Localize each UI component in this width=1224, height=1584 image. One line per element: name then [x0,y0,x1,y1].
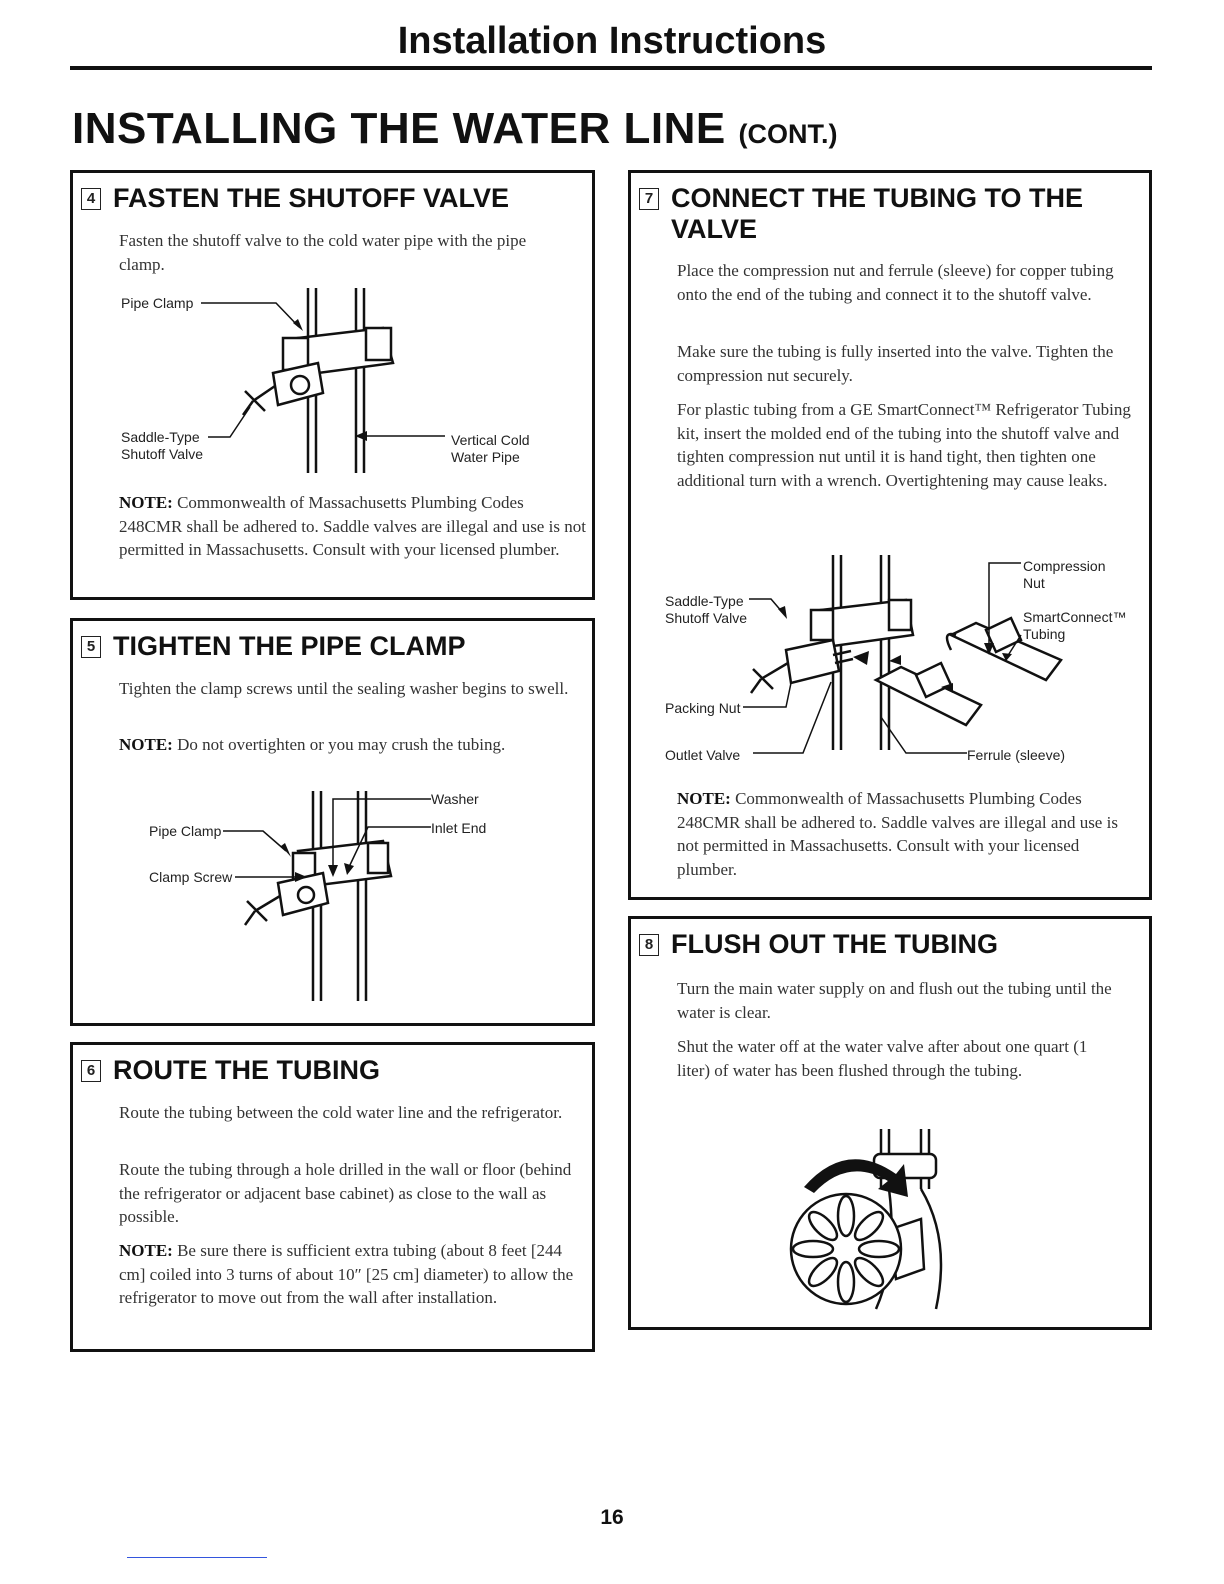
label-clamp-screw: Clamp Screw [149,869,233,885]
leader-pipe-clamp [201,297,311,337]
page-title-cont: (CONT.) [738,119,838,149]
page-number: 16 [600,1506,624,1529]
step-5-note-label: NOTE: [119,735,173,754]
label-inlet-end: Inlet End [431,820,487,836]
step-4-box [70,170,595,600]
label-saddle-valve-1: Saddle-Type [121,429,200,445]
step-6-note [119,1239,575,1310]
step-7-box [628,170,1152,900]
step-8-text-1: Turn the main water supply on and flush out the tubing until the water is clear. [677,979,1112,1022]
step-7-text-3: For plastic tubing from a GE SmartConnect™ Refrigerator Tubing kit, insert the molded end of the tubing into the shutoff valve and tighten compression nut until it is hand tight, then tighten one additional turn with a wrench. Overtightening may cause leaks. [677,400,1131,490]
step-7-title-line-2: VALVE [671,214,758,244]
step-6-heading [81,1055,380,1086]
step-7-title-line-1: CONNECT THE TUBING TO THE [671,183,1084,213]
step-6-text-1: Route the tubing between the cold water line and the refrigerator. [119,1103,563,1122]
step-7-note-text: Commonwealth of Massachusetts Plumbing Codes 248CMR shall be adhered to. Saddle valves are illegal and use is not permitted in Massachusetts. Consult with your licensed plumber. [677,789,1118,879]
step-5-box [70,618,595,1026]
label-ferrule: Ferrule (sleeve) [967,747,1066,763]
header-title: Installation Instructions [397,20,827,62]
step-4-title: FASTEN THE SHUTOFF VALVE [113,183,510,213]
step-8-box [628,916,1152,1330]
step-5-heading [81,631,466,662]
step-6-box [70,1042,595,1352]
page-title [72,104,837,154]
label-vertical-pipe-2: Water Pipe [451,449,520,465]
footer-link-underline [127,1557,267,1558]
step-4-heading [81,183,509,214]
step-8-text-2: Shut the water off at the water valve after about one quart (1 liter) of water has been flushed through the tubing. [677,1037,1088,1080]
label-smartconnect-tubing-2: Tubing [1023,626,1066,642]
step-6-title: ROUTE THE TUBING [113,1055,380,1085]
label-compression-nut-2: Nut [1023,575,1045,591]
label-vertical-pipe-1: Vertical Cold [451,432,530,448]
step-number-7: 7 [639,188,659,210]
label-pipe-clamp-5: Pipe Clamp [149,823,222,839]
step-7-text-2: Make sure the tubing is fully inserted into the valve. Tighten the compression nut securely. [677,342,1114,385]
label-saddle-valve-2: Shutoff Valve [121,446,203,462]
step-number-8: 8 [639,934,659,956]
label-compression-nut-1: Compression [1023,558,1106,574]
label-washer: Washer [431,791,479,807]
step-6-note-label: NOTE: [119,1241,173,1260]
step-7-text-1: Place the compression nut and ferrule (sleeve) for copper tubing onto the end of the tubing and connect it to the shutoff valve. [677,261,1114,304]
label-pipe-clamp: Pipe Clamp [121,295,194,311]
step-5-note [119,733,569,757]
header-rule [70,66,1152,70]
step-5-note-text: Do not overtighten or you may crush the tubing. [172,735,506,754]
leader-vertical-pipe [353,427,453,447]
step-4-note [119,491,589,562]
step-6-text-2: Route the tubing through a hole drilled in the wall or floor (behind the refrigerator or adjacent base cabinet) as close to the wall as possible. [119,1160,572,1226]
label-packing-nut: Packing Nut [665,700,741,716]
step-7-title [671,183,1083,245]
step-5-title: TIGHTEN THE PIPE CLAMP [113,631,466,661]
step-8-title: FLUSH OUT THE TUBING [671,929,998,959]
step-number-4: 4 [81,188,101,210]
leader-saddle-valve [208,403,268,443]
step-4-note-label: NOTE: [119,493,173,512]
label-outlet-valve: Outlet Valve [665,747,741,763]
water-valve-illustration [786,1119,966,1319]
step-5-text: Tighten the clamp screws until the sealing washer begins to swell. [119,679,569,698]
label-smartconnect-tubing-1: SmartConnect™ [1023,609,1127,625]
step-7-note [677,787,1142,881]
label-saddle-valve-7-1: Saddle-Type [665,593,744,609]
leaders-step-5 [223,791,433,891]
step-7-heading [639,183,1083,245]
step-number-5: 5 [81,636,101,658]
step-7-note-label: NOTE: [677,789,731,808]
step-6-note-text: Be sure there is sufficient extra tubing (about 8 feet [244 cm] coiled into 3 turns of about 10″ [25 cm] diameter) to allow the refrigerator to move out from the wall after installation. [119,1241,574,1307]
step-4-note-text: Commonwealth of Massachusetts Plumbing Codes 248CMR shall be adhered to. Saddle valves are illegal and use is not permitted in Massachusetts. Consult with your licensed plumber. [119,493,586,559]
leaders-step-7 [731,557,1031,762]
page-title-main: INSTALLING THE WATER LINE [72,104,726,153]
label-saddle-valve-7-2: Shutoff Valve [665,610,747,626]
step-number-6: 6 [81,1060,101,1082]
step-8-heading [639,929,998,960]
step-4-text: Fasten the shutoff valve to the cold water pipe with the pipe clamp. [119,231,527,274]
